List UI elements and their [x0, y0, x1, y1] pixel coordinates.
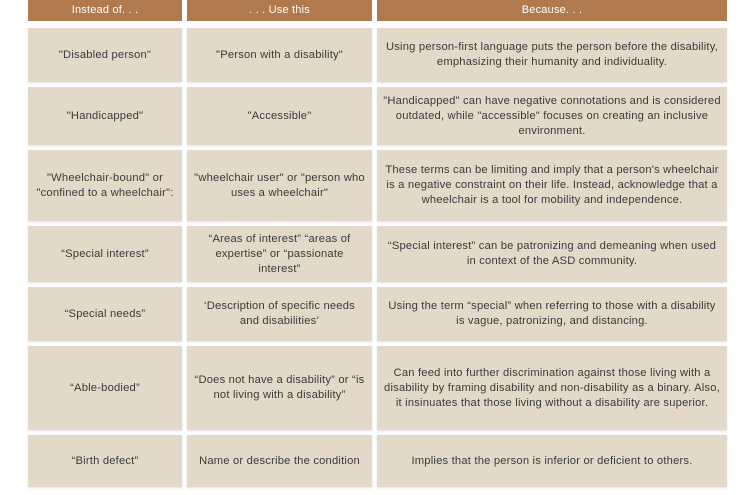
because-cell: Can feed into further discrimination against those living with a disability by framing disability and non-disability as a binary. Also, it insinuates that those living without a disability are superior.: [377, 346, 727, 430]
header-row: [28, 0, 727, 21]
instead-cell: "Wheelchair-bound" or "confined to a wheelchair":: [28, 150, 182, 221]
because-cell: These terms can be limiting and imply that a person's wheelchair is a negative constraint on their life. Instead, acknowledge that a wheelchair is a tool for mobility and independence.: [377, 150, 727, 221]
table-row: [28, 150, 727, 221]
because-cell: Using person-first language puts the person before the disability, emphasizing their humanity and individuality.: [377, 28, 727, 82]
instead-cell: “Able-bodied”: [28, 346, 182, 430]
table-row: [28, 226, 727, 282]
use-cell: "Accessible": [187, 87, 372, 145]
instead-cell: “Birth defect”: [28, 435, 182, 487]
table-row: [28, 346, 727, 430]
table-row: [28, 87, 727, 145]
header-instead-of: Instead of. . .: [28, 0, 182, 21]
use-cell: “Areas of interest” “areas of expertise” or “passionate interest”: [187, 226, 372, 282]
use-cell: "wheelchair user" or "person who uses a wheelchair": [187, 150, 372, 221]
table-row: [28, 435, 727, 487]
instead-cell: “Special interest”: [28, 226, 182, 282]
instead-cell: “Special needs”: [28, 287, 182, 341]
use-cell: "Person with a disability": [187, 28, 372, 82]
table-row: [28, 28, 727, 82]
use-cell: Name or describe the condition: [187, 435, 372, 487]
because-cell: Using the term “special” when referring to those with a disability is vague, patronizing, and distancing.: [377, 287, 727, 341]
table-row: [28, 287, 727, 341]
because-cell: "Handicapped" can have negative connotations and is considered outdated, while "accessible" focuses on creating an inclusive environment.: [377, 87, 727, 145]
instead-cell: "Handicapped": [28, 87, 182, 145]
because-cell: “Special interest” can be patronizing and demeaning when used in context of the ASD community.: [377, 226, 727, 282]
header-because: Because. . .: [377, 0, 727, 21]
instead-cell: "Disabled person": [28, 28, 182, 82]
use-cell: “Does not have a disability” or “is not living with a disability”: [187, 346, 372, 430]
header-use-this: . . . Use this: [187, 0, 372, 21]
use-cell: ‘Description of specific needs and disabilities’: [187, 287, 372, 341]
language-guide-table: [28, 0, 727, 492]
because-cell: Implies that the person is inferior or deficient to others.: [377, 435, 727, 487]
